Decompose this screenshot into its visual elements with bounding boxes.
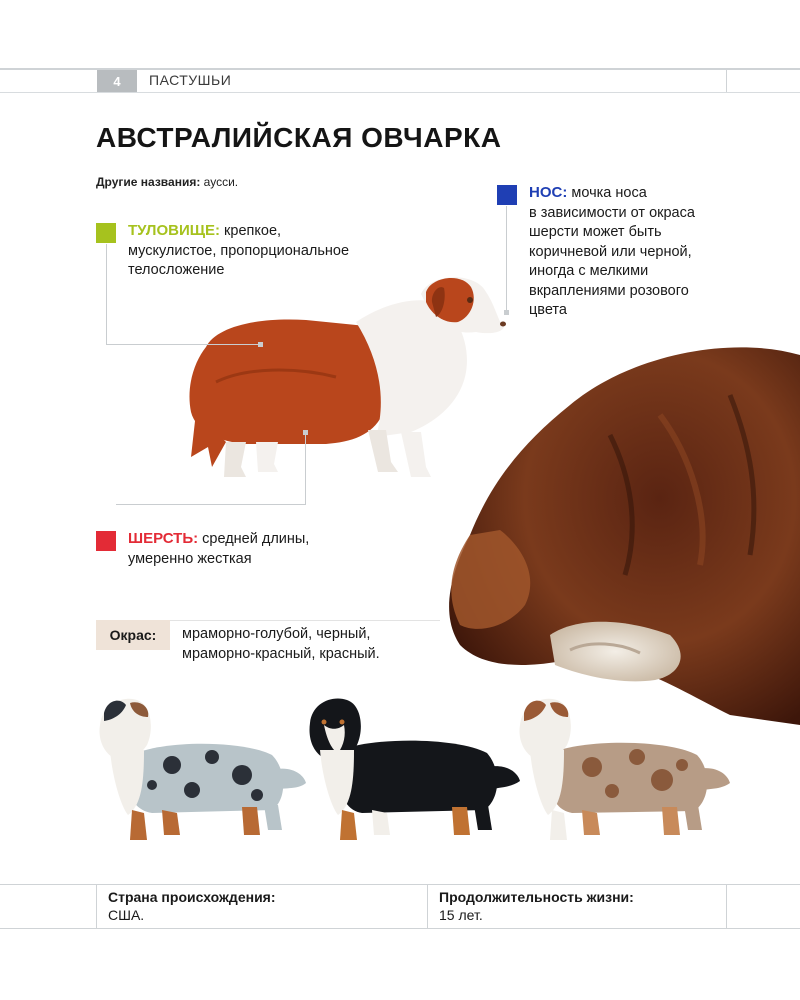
coat-callout-first-line xyxy=(128,529,408,550)
coat-callout-text-first: средней длины, xyxy=(198,531,310,547)
nose-callout-line-2: шерсти может быть xyxy=(529,224,662,240)
page-number xyxy=(97,70,137,92)
coat-callout-dot xyxy=(303,430,308,435)
red-merle-dog xyxy=(512,695,732,845)
color-list xyxy=(182,624,380,664)
nose-callout-dot xyxy=(504,310,509,315)
nose-callout-line-5: вкраплениями розового xyxy=(529,282,689,299)
nose-callout-line-6: цвета xyxy=(529,302,567,318)
coat-callout xyxy=(128,529,408,569)
header-right-divider xyxy=(726,68,727,92)
lifespan-label: Продолжительность жизни: xyxy=(439,889,634,905)
header-bottom-rule xyxy=(0,92,800,93)
lifespan-block xyxy=(439,889,634,923)
color-label xyxy=(96,620,170,650)
nose-callout-line-3: коричневой или черной, xyxy=(529,243,692,260)
origin-value: США. xyxy=(108,907,145,923)
color-rule xyxy=(170,620,440,621)
coat-callout-line-h xyxy=(116,504,306,505)
footer-divider-right xyxy=(726,885,727,928)
page-title: АВСТРАЛИЙСКАЯ ОВЧАРКА xyxy=(96,122,502,153)
nose-callout-title: НОС: xyxy=(529,184,568,201)
footer-divider-middle xyxy=(427,885,428,928)
body-callout-first-line xyxy=(128,221,428,242)
color-list-line-2: мраморно-красный, красный. xyxy=(182,646,380,662)
color-label-text: Окрас: xyxy=(109,627,157,643)
nose-marker xyxy=(497,185,517,205)
coat-marker xyxy=(96,531,116,551)
lifespan-value: 15 лет. xyxy=(439,907,483,923)
coat-callout-line xyxy=(305,432,306,504)
nose-callout-text-first: мочка носа xyxy=(567,185,647,201)
body-callout-title: ТУЛОВИЩЕ: xyxy=(128,222,221,239)
body-callout-line-1: мускулистое, пропорциональное xyxy=(128,242,350,259)
blue-merle-dog xyxy=(92,695,308,845)
body-callout-line xyxy=(106,244,107,345)
body-callout-line-h xyxy=(106,344,260,345)
nose-callout-line xyxy=(506,206,507,312)
color-list-line-1: мраморно-голубой, черный, xyxy=(182,626,371,642)
other-names xyxy=(96,175,238,189)
nose-callout xyxy=(529,183,769,321)
section-name: ПАСТУШЬИ xyxy=(149,72,232,88)
footer-divider-left xyxy=(96,885,97,928)
origin-label: Страна происхождения: xyxy=(108,889,276,905)
body-callout xyxy=(128,221,428,281)
footer-top-rule xyxy=(0,884,800,885)
coat-callout-title: ШЕРСТЬ: xyxy=(128,530,199,547)
nose-callout-line-4: иногда с мелкими xyxy=(529,263,649,279)
origin-block xyxy=(108,889,276,923)
body-callout-line-2: телосложение xyxy=(128,262,225,278)
other-names-label: Другие названия: xyxy=(96,175,201,189)
red-and-white-dog-illustration xyxy=(186,272,512,484)
black-tricolor-dog xyxy=(302,695,522,845)
nose-callout-first-line xyxy=(529,183,769,204)
page-number-text: 4 xyxy=(113,73,121,89)
body-callout-dot xyxy=(258,342,263,347)
body-marker xyxy=(96,223,116,243)
body-callout-text-first: крепкое, xyxy=(220,223,282,239)
footer-bottom-rule xyxy=(0,928,800,929)
other-names-value: аусси. xyxy=(200,175,239,189)
nose-callout-line-1: в зависимости от окраса xyxy=(529,204,695,221)
coat-callout-line-1: умеренно жесткая xyxy=(128,550,252,567)
